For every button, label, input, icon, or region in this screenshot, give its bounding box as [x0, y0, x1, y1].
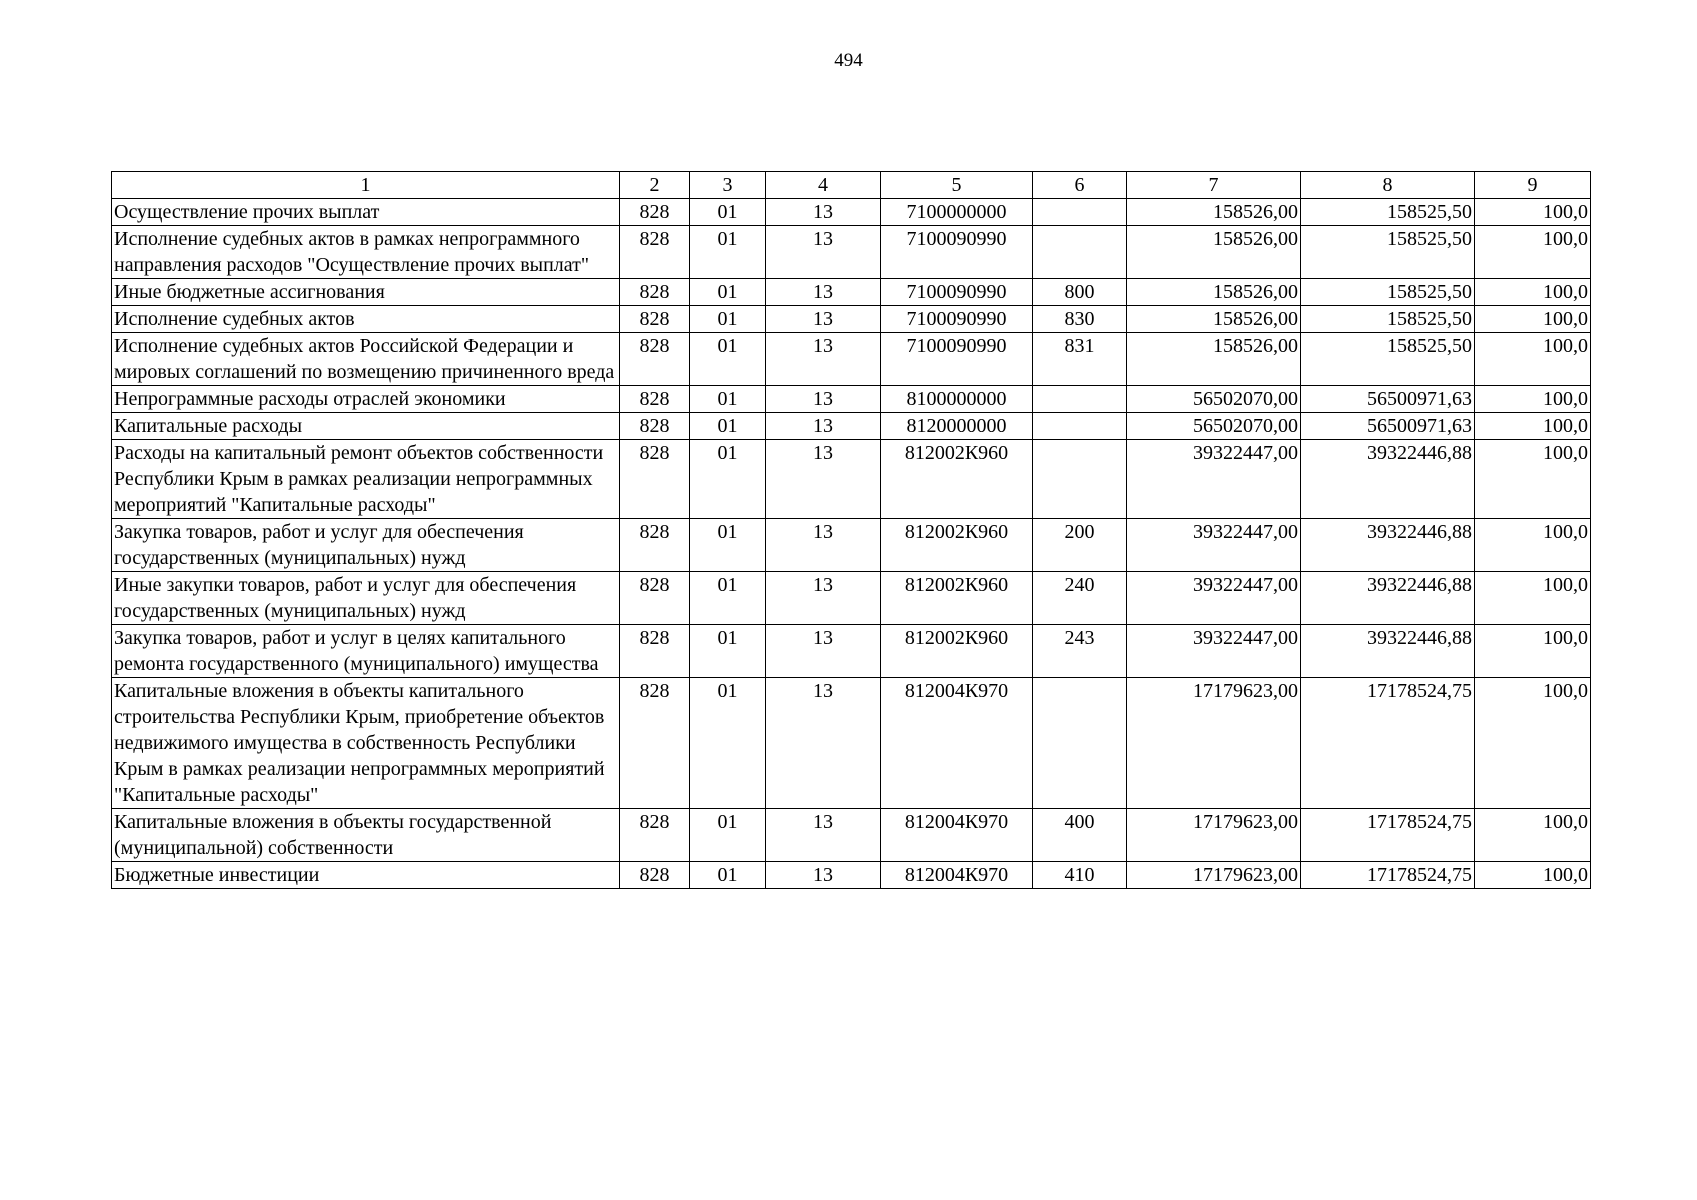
table-row [112, 678, 1591, 809]
row-percent-cell: 100,0 [1475, 625, 1591, 678]
row-code-5-cell: 8100000000 [881, 386, 1033, 413]
row-code-6-cell [1033, 678, 1127, 809]
row-plan-amount-cell: 56502070,00 [1127, 413, 1301, 440]
row-plan-amount-cell: 158526,00 [1127, 226, 1301, 279]
row-name-cell: Бюджетные инвестиции [112, 862, 620, 889]
row-name-cell: Капитальные расходы [112, 413, 620, 440]
row-code-2-cell: 828 [620, 572, 690, 625]
table-row [112, 519, 1591, 572]
row-code-5-cell: 7100090990 [881, 333, 1033, 386]
table-row [112, 572, 1591, 625]
column-header: 5 [881, 172, 1033, 199]
row-name-cell: Непрограммные расходы отраслей экономики [112, 386, 620, 413]
row-code-5-cell: 7100090990 [881, 226, 1033, 279]
table-row [112, 226, 1591, 279]
row-actual-amount-cell: 158525,50 [1301, 199, 1475, 226]
row-code-2-cell: 828 [620, 678, 690, 809]
row-actual-amount-cell: 158525,50 [1301, 333, 1475, 386]
row-percent-cell: 100,0 [1475, 386, 1591, 413]
row-code-4-cell: 13 [766, 333, 881, 386]
row-code-4-cell: 13 [766, 862, 881, 889]
row-code-6-cell: 410 [1033, 862, 1127, 889]
row-code-4-cell: 13 [766, 306, 881, 333]
row-name-cell: Осуществление прочих выплат [112, 199, 620, 226]
row-plan-amount-cell: 17179623,00 [1127, 862, 1301, 889]
row-code-3-cell: 01 [690, 306, 766, 333]
row-actual-amount-cell: 158525,50 [1301, 306, 1475, 333]
row-code-4-cell: 13 [766, 279, 881, 306]
row-code-2-cell: 828 [620, 226, 690, 279]
row-code-6-cell: 243 [1033, 625, 1127, 678]
row-percent-cell: 100,0 [1475, 678, 1591, 809]
column-header: 4 [766, 172, 881, 199]
column-header: 1 [112, 172, 620, 199]
row-actual-amount-cell: 17178524,75 [1301, 678, 1475, 809]
row-code-3-cell: 01 [690, 333, 766, 386]
table-row [112, 306, 1591, 333]
row-plan-amount-cell: 39322447,00 [1127, 440, 1301, 519]
row-actual-amount-cell: 158525,50 [1301, 279, 1475, 306]
row-actual-amount-cell: 17178524,75 [1301, 809, 1475, 862]
row-percent-cell: 100,0 [1475, 333, 1591, 386]
row-code-5-cell: 812004К970 [881, 678, 1033, 809]
row-code-5-cell: 812004К970 [881, 862, 1033, 889]
row-code-3-cell: 01 [690, 413, 766, 440]
budget-table [111, 171, 1591, 889]
row-code-5-cell: 7100090990 [881, 279, 1033, 306]
row-code-3-cell: 01 [690, 572, 766, 625]
row-plan-amount-cell: 39322447,00 [1127, 519, 1301, 572]
row-actual-amount-cell: 158525,50 [1301, 226, 1475, 279]
column-header: 9 [1475, 172, 1591, 199]
row-percent-cell: 100,0 [1475, 440, 1591, 519]
row-percent-cell: 100,0 [1475, 519, 1591, 572]
row-code-4-cell: 13 [766, 440, 881, 519]
row-code-4-cell: 13 [766, 678, 881, 809]
table-row [112, 625, 1591, 678]
row-code-5-cell: 812002К960 [881, 519, 1033, 572]
row-code-3-cell: 01 [690, 625, 766, 678]
row-name-cell: Капитальные вложения в объекты капитального строительства Республики Крым, приобретение объектов недвижимого имущества в собственность Республики Крым в рамках реализации непрограммных мероприятий "Капитальные расходы" [112, 678, 620, 809]
page-number: 494 [834, 50, 863, 71]
row-code-3-cell: 01 [690, 519, 766, 572]
row-code-6-cell [1033, 386, 1127, 413]
row-name-cell: Исполнение судебных актов в рамках непрограммного направления расходов "Осуществление прочих выплат" [112, 226, 620, 279]
table-row [112, 413, 1591, 440]
table-header [112, 172, 1591, 199]
row-code-6-cell: 200 [1033, 519, 1127, 572]
row-code-2-cell: 828 [620, 333, 690, 386]
table-row [112, 440, 1591, 519]
row-plan-amount-cell: 158526,00 [1127, 279, 1301, 306]
row-code-4-cell: 13 [766, 413, 881, 440]
row-code-4-cell: 13 [766, 226, 881, 279]
table-row [112, 333, 1591, 386]
row-code-5-cell: 812002К960 [881, 572, 1033, 625]
row-actual-amount-cell: 39322446,88 [1301, 625, 1475, 678]
column-header: 7 [1127, 172, 1301, 199]
row-name-cell: Иные бюджетные ассигнования [112, 279, 620, 306]
row-code-4-cell: 13 [766, 809, 881, 862]
row-code-5-cell: 812004К970 [881, 809, 1033, 862]
row-plan-amount-cell: 17179623,00 [1127, 809, 1301, 862]
row-code-5-cell: 8120000000 [881, 413, 1033, 440]
row-code-4-cell: 13 [766, 572, 881, 625]
row-code-5-cell: 7100000000 [881, 199, 1033, 226]
row-percent-cell: 100,0 [1475, 413, 1591, 440]
row-percent-cell: 100,0 [1475, 809, 1591, 862]
row-code-3-cell: 01 [690, 862, 766, 889]
row-code-6-cell: 240 [1033, 572, 1127, 625]
table-row [112, 199, 1591, 226]
row-code-6-cell: 830 [1033, 306, 1127, 333]
row-plan-amount-cell: 158526,00 [1127, 306, 1301, 333]
row-code-3-cell: 01 [690, 678, 766, 809]
row-code-3-cell: 01 [690, 386, 766, 413]
row-code-4-cell: 13 [766, 519, 881, 572]
row-actual-amount-cell: 56500971,63 [1301, 386, 1475, 413]
column-header: 3 [690, 172, 766, 199]
row-code-3-cell: 01 [690, 279, 766, 306]
row-percent-cell: 100,0 [1475, 306, 1591, 333]
row-code-5-cell: 812002К960 [881, 625, 1033, 678]
row-name-cell: Закупка товаров, работ и услуг для обеспечения государственных (муниципальных) нужд [112, 519, 620, 572]
row-code-6-cell: 831 [1033, 333, 1127, 386]
row-plan-amount-cell: 158526,00 [1127, 333, 1301, 386]
row-plan-amount-cell: 39322447,00 [1127, 625, 1301, 678]
row-name-cell: Закупка товаров, работ и услуг в целях капитального ремонта государственного (муниципального) имущества [112, 625, 620, 678]
column-header: 2 [620, 172, 690, 199]
row-name-cell: Капитальные вложения в объекты государственной (муниципальной) собственности [112, 809, 620, 862]
row-code-4-cell: 13 [766, 625, 881, 678]
row-code-3-cell: 01 [690, 809, 766, 862]
row-code-6-cell [1033, 199, 1127, 226]
row-code-6-cell [1033, 226, 1127, 279]
row-code-2-cell: 828 [620, 625, 690, 678]
row-code-6-cell: 400 [1033, 809, 1127, 862]
row-actual-amount-cell: 56500971,63 [1301, 413, 1475, 440]
row-plan-amount-cell: 158526,00 [1127, 199, 1301, 226]
row-percent-cell: 100,0 [1475, 226, 1591, 279]
row-code-6-cell [1033, 413, 1127, 440]
row-code-6-cell [1033, 440, 1127, 519]
row-code-5-cell: 812002К960 [881, 440, 1033, 519]
row-code-2-cell: 828 [620, 809, 690, 862]
header-row [112, 172, 1591, 199]
row-percent-cell: 100,0 [1475, 572, 1591, 625]
table-body [112, 199, 1591, 889]
row-code-5-cell: 7100090990 [881, 306, 1033, 333]
row-percent-cell: 100,0 [1475, 862, 1591, 889]
row-code-2-cell: 828 [620, 519, 690, 572]
table-row [112, 386, 1591, 413]
row-percent-cell: 100,0 [1475, 279, 1591, 306]
row-name-cell: Исполнение судебных актов [112, 306, 620, 333]
row-code-2-cell: 828 [620, 306, 690, 333]
row-name-cell: Расходы на капитальный ремонт объектов собственности Республики Крым в рамках реализации непрограммных мероприятий "Капитальные расходы" [112, 440, 620, 519]
row-code-2-cell: 828 [620, 199, 690, 226]
row-code-6-cell: 800 [1033, 279, 1127, 306]
row-plan-amount-cell: 56502070,00 [1127, 386, 1301, 413]
row-plan-amount-cell: 17179623,00 [1127, 678, 1301, 809]
row-plan-amount-cell: 39322447,00 [1127, 572, 1301, 625]
row-percent-cell: 100,0 [1475, 199, 1591, 226]
column-header: 8 [1301, 172, 1475, 199]
row-actual-amount-cell: 17178524,75 [1301, 862, 1475, 889]
row-code-2-cell: 828 [620, 413, 690, 440]
row-code-3-cell: 01 [690, 440, 766, 519]
row-actual-amount-cell: 39322446,88 [1301, 572, 1475, 625]
column-header: 6 [1033, 172, 1127, 199]
row-actual-amount-cell: 39322446,88 [1301, 440, 1475, 519]
table-row [112, 862, 1591, 889]
row-code-3-cell: 01 [690, 226, 766, 279]
row-code-3-cell: 01 [690, 199, 766, 226]
row-code-2-cell: 828 [620, 862, 690, 889]
row-code-4-cell: 13 [766, 199, 881, 226]
row-code-2-cell: 828 [620, 440, 690, 519]
row-code-2-cell: 828 [620, 386, 690, 413]
row-name-cell: Иные закупки товаров, работ и услуг для обеспечения государственных (муниципальных) нужд [112, 572, 620, 625]
row-code-4-cell: 13 [766, 386, 881, 413]
table-row [112, 809, 1591, 862]
table-row [112, 279, 1591, 306]
row-code-2-cell: 828 [620, 279, 690, 306]
row-actual-amount-cell: 39322446,88 [1301, 519, 1475, 572]
row-name-cell: Исполнение судебных актов Российской Федерации и мировых соглашений по возмещению причиненного вреда [112, 333, 620, 386]
